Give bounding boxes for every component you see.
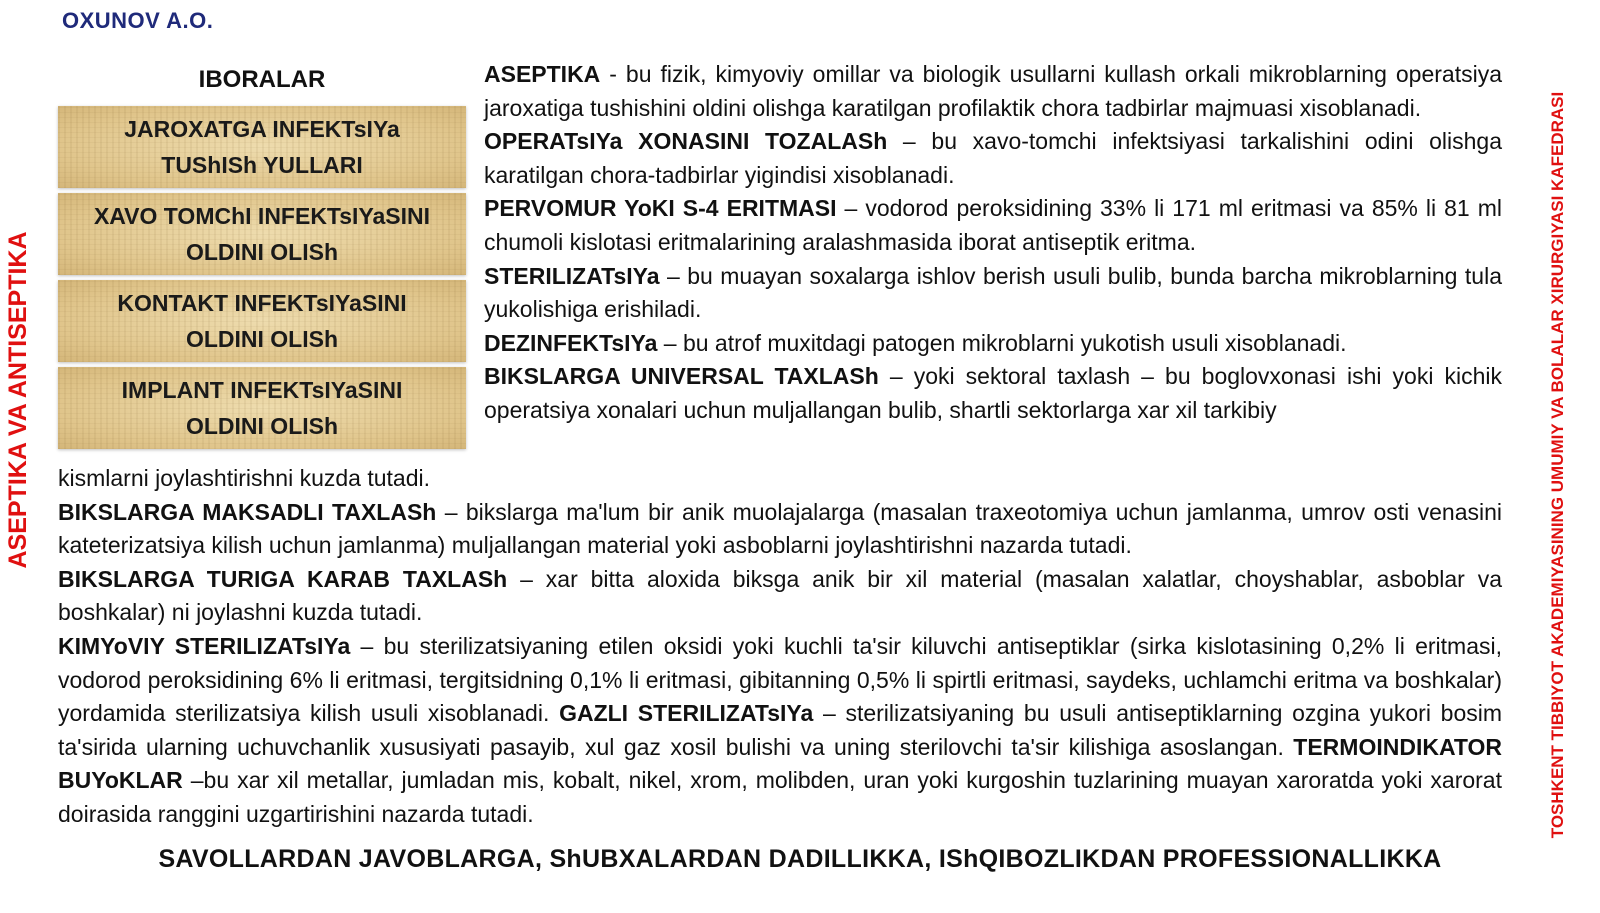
definition-turiga-karab bbox=[58, 563, 1502, 630]
author-name: OXUNOV A.O. bbox=[62, 8, 214, 33]
definition-term: DEZINFEKTsIYa bbox=[484, 329, 658, 356]
definition-term: OPERATsIYa XONASINI TOZALASh bbox=[484, 128, 888, 155]
iboralar-list bbox=[58, 106, 466, 454]
definition-dezinfektsiya bbox=[484, 327, 1502, 361]
definition-text: - bu fizik, kimyoviy omillar va biologik usullarni kullash orkali mikroblarning operatsiya jaroxatiga tushishini oldini olishga karatilgan profilaktik chora tadbirlar majmuasi xisoblanadi. bbox=[484, 61, 1502, 121]
iboralar-title: IBORALAR bbox=[198, 66, 326, 93]
definition-kimyoviy-gazli-termo bbox=[58, 630, 1502, 832]
iboralar-item-label: XAVO TOMChI INFEKTsIYaSINI OLDINI OLISh bbox=[93, 203, 431, 265]
definition-text: – sterilizatsiyaning bu usuli antiseptiklarning ozgina yukori bosim ta'sirida ularning uchuvchanlik xususiyati pasayib, xul gaz xosil bulishi va uning sterilovchi ta'sir kilishiga asoslangan. bbox=[58, 700, 1503, 760]
definition-text: – vodorod peroksidining 33% li 171 ml eritmasi va 85% li 81 ml chumoli kislotasi eritmalarining aralashmasida iborat antiseptik eritma. bbox=[484, 195, 1502, 255]
footer-slogan: SAVOLLARDAN JAVOBLARGA, ShUBXALARDAN DADILLIKKA, IShQIBOZLIKDAN PROFESSIONALLIKKA bbox=[158, 845, 1442, 873]
definition-text: – yoki sektoral taxlash – bu boglovxonasi ishi yoki kichik operatsiya xonalari uchun muljallangan bulib, shartli sektorlarga xar xil tarkibiy bbox=[484, 363, 1503, 423]
definition-pervomur bbox=[484, 192, 1502, 259]
iboralar-item bbox=[58, 193, 466, 275]
definition-aseptika bbox=[484, 58, 1502, 125]
definition-text: – xar bitta aloxida biksga anik bir xil material (masalan xalatlar, choyshablar, asboblar va boshkalar) ni joylashni kuzda tutadi. bbox=[58, 565, 1503, 626]
definition-operatsiya-xonasi bbox=[484, 125, 1502, 192]
definition-term: BIKSLARGA MAKSADLI TAXLASh bbox=[58, 498, 437, 525]
iboralar-item-label: IMPLANT INFEKTsIYaSINI OLDINI OLISh bbox=[121, 377, 403, 439]
definition-maksadli-taxlash bbox=[58, 496, 1502, 563]
definitions-top bbox=[484, 58, 1502, 428]
definition-text: –bu xar xil metallar, jumladan mis, kobalt, nikel, xrom, molibden, uran yoki kurgoshin tuzlarining muayan xaroratda yoki xarorat doirasida ranggini uzgartirishini nazarda tutadi. bbox=[58, 767, 1502, 827]
definition-term: STERILIZATsIYa bbox=[484, 262, 660, 289]
side-title-left: ASEPTIKA VA ANTISEPTIKA bbox=[4, 231, 32, 569]
iboralar-item bbox=[58, 106, 466, 188]
definition-term: PERVOMUR YoKI S-4 ERITMASI bbox=[484, 195, 837, 222]
definition-continuation bbox=[58, 462, 1502, 496]
iboralar-item-label: JAROXATGA INFEKTsIYa TUShISh YULLARI bbox=[124, 116, 400, 178]
iboralar-item bbox=[58, 280, 466, 362]
definition-term: BIKSLARGA TURIGA KARAB TAXLASh bbox=[58, 565, 508, 592]
definition-sterilizatsiya bbox=[484, 260, 1502, 327]
definitions-bottom bbox=[58, 462, 1502, 832]
definition-term: GAZLI STERILIZATsIYa bbox=[559, 700, 814, 727]
iboralar-item-label: KONTAKT INFEKTsIYaSINI OLDINI OLISh bbox=[117, 290, 407, 352]
definition-universal-taxlash bbox=[484, 360, 1502, 427]
definition-text: – bu atrof muxitdagi patogen mikroblarni yukotish usuli xisoblanadi. bbox=[657, 329, 1347, 356]
definition-text: kismlarni joylashtirishni kuzda tutadi. bbox=[58, 465, 430, 491]
definition-text: – bu muayan soxalarga ishlov berish usuli bulib, bunda barcha mikroblarning tula yukolishiga erishiladi. bbox=[484, 262, 1502, 323]
definition-term: ASEPTIKA bbox=[484, 61, 601, 87]
side-title-right: TOSHKENT TIBBIYOT AKADEMIYASINING UMUMIY VA BOLALAR XIRURGIYASI KAFEDRASI bbox=[1548, 91, 1567, 839]
iboralar-item bbox=[58, 367, 466, 449]
definition-text: – bu xavo-tomchi infektsiyasi tarkalishini odini olishga karatilgan chora-tadbirlar yigindisi xisoblanadi. bbox=[484, 128, 1502, 188]
definition-text: – bikslarga ma'lum bir anik muolajalarga (masalan traxeotomiya uchun jamlanma, umrov osti venasini kateterizatsiya kilish uchun jamlanma) muljallangan material yoki asboblarni joylashtirishni nazarda tutadi. bbox=[58, 498, 1502, 559]
definition-term: BIKSLARGA UNIVERSAL TAXLASh bbox=[484, 363, 879, 390]
definition-term: TERMOINDIKATOR BUYoKLAR bbox=[58, 733, 1502, 794]
definition-text: – bu sterilizatsiyaning etilen oksidi yoki kuchli ta'sir kiluvchi antiseptiklar (sirka kislotasining 0,2% li eritmasi, vodorod peroksidining 6% li eritmasi, tergitsidning 0,1% li eritmasi, gibitanning 0,5% li spirtli eritmasi, saydeks, uchlamchi eritma va boshkalar) yordamida sterilizatsiya kilish usuli xisoblanadi. bbox=[58, 632, 1502, 727]
definition-term: KIMYoVIY STERILIZATsIYa bbox=[58, 632, 351, 659]
